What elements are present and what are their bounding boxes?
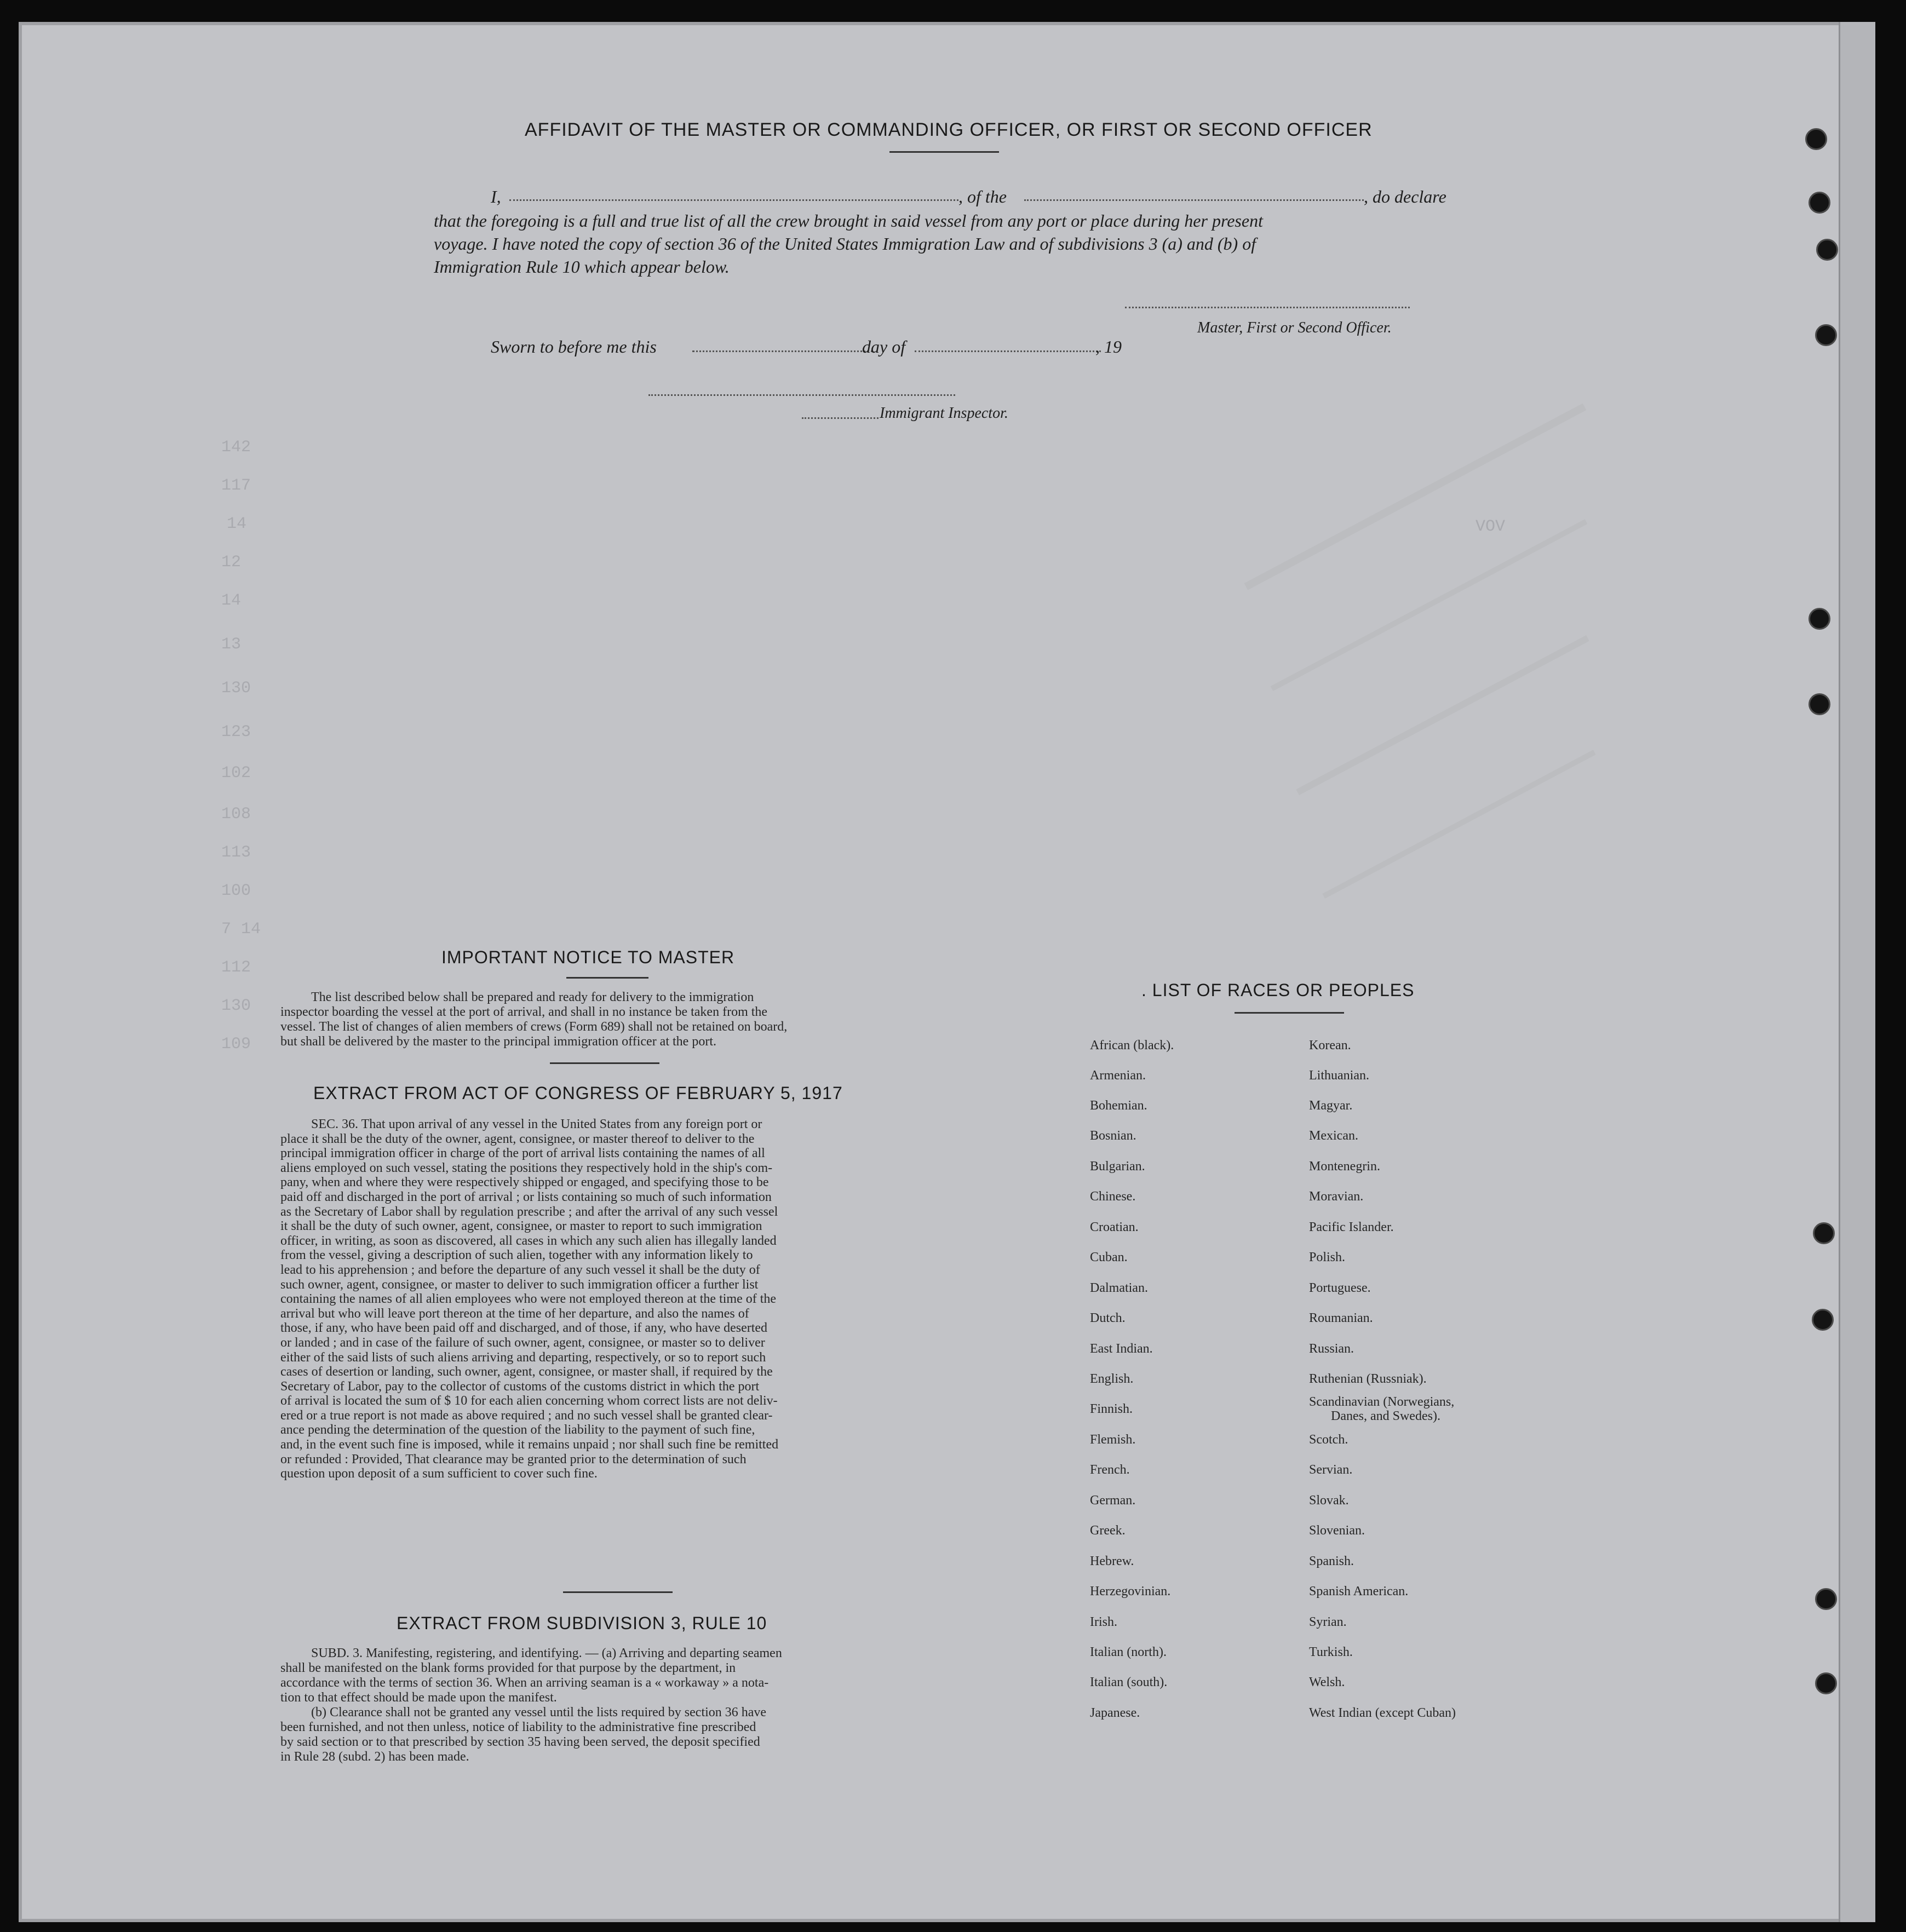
act-line: Secretary of Labor, pay to the collector of customs of the customs district in which the port — [280, 1379, 760, 1394]
rule-line: been furnished, and not then unless, notice of liability to the administrative fine prescribed — [280, 1720, 756, 1734]
act-line: paid off and discharged in the port of arrival ; or lists containing so much of such information — [280, 1189, 772, 1204]
punch-hole-icon — [1805, 128, 1827, 150]
ghost-number: 100 — [221, 882, 251, 900]
act-divider — [550, 1062, 659, 1064]
race-item: Irish. — [1090, 1615, 1117, 1629]
ghost-number: 113 — [221, 843, 251, 862]
smudge — [1296, 635, 1589, 795]
title-underline — [889, 151, 999, 153]
race-item: Korean. — [1309, 1038, 1351, 1053]
race-item: Italian (north). — [1090, 1645, 1167, 1659]
affidavit-body-line3: Immigration Rule 10 which appear below. — [434, 257, 730, 277]
affidavit-title: AFFIDAVIT OF THE MASTER OR COMMANDING OFFICER, OR FIRST OR SECOND OFFICER — [525, 119, 1373, 140]
act-line: SEC. 36. That upon arrival of any vessel in the United States from any foreign port or — [311, 1117, 762, 1131]
inspector-line-short — [802, 417, 879, 419]
race-item: Bohemian. — [1090, 1099, 1147, 1113]
race-item: Roumanian. — [1309, 1311, 1373, 1325]
notice-underline — [566, 977, 648, 979]
race-item: Pacific Islander. — [1309, 1220, 1394, 1234]
punch-hole-icon — [1816, 239, 1838, 261]
ghost-number: 130 — [221, 997, 251, 1015]
race-item: Scandinavian (Norwegians, — [1309, 1395, 1455, 1409]
race-item: Lithuanian. — [1309, 1068, 1369, 1083]
act-line: aliens employed on such vessel, stating the positions they respectively hold in the ship's com- — [280, 1160, 773, 1175]
race-item: Italian (south). — [1090, 1675, 1168, 1689]
race-item: Armenian. — [1090, 1068, 1146, 1083]
race-item: Welsh. — [1309, 1675, 1345, 1689]
act-line: of arrival is located the sum of $ 10 for each alien concerning whom correct lists are not deliv- — [280, 1394, 778, 1408]
act-line: ance pending the determination of the question of the liability to the payment of such fine, — [280, 1423, 755, 1438]
punch-hole-icon — [1813, 1222, 1835, 1244]
act-line: it shall be the duty of such owner, agent, consignee, or master to report to such immigration — [280, 1219, 762, 1234]
ghost-number: 14 — [221, 591, 242, 610]
ghost-number: 142 — [221, 438, 251, 457]
act-line: principal immigration officer in charge of the port of arrival lists containing the names of all — [280, 1146, 765, 1161]
rule-line: (b) Clearance shall not be granted any vessel until the lists required by section 36 have — [311, 1705, 767, 1720]
race-item: Croatian. — [1090, 1220, 1139, 1234]
act-line: containing the names of all alien employees who were not employed thereon at the time of the — [280, 1292, 777, 1307]
race-item: Polish. — [1309, 1250, 1346, 1264]
rule-divider — [563, 1591, 673, 1593]
rule-line: SUBD. 3. Manifesting, registering, and identifying. — (a) Arriving and departing seamen — [311, 1646, 782, 1660]
ghost-number: 117 — [221, 476, 251, 495]
affidavit-i-label: I, — [491, 187, 501, 206]
race-item: Spanish. — [1309, 1554, 1354, 1568]
sworn-month-line — [915, 350, 1101, 352]
notice-title: IMPORTANT NOTICE TO MASTER — [441, 947, 735, 967]
race-item: Syrian. — [1309, 1615, 1347, 1629]
ghost-number: 13 — [221, 635, 242, 654]
races-title: . LIST OF RACES OR PEOPLES — [1141, 980, 1415, 1000]
race-item: Bulgarian. — [1090, 1159, 1145, 1174]
punch-hole-icon — [1815, 1588, 1837, 1610]
rule-line: tion to that effect should be made upon the manifest. — [280, 1691, 557, 1705]
race-item: German. — [1090, 1493, 1136, 1508]
ghost-number: 109 — [221, 1035, 251, 1054]
act-line: place it shall be the duty of the owner, agent, consignee, or master thereof to deliver to the — [280, 1131, 755, 1146]
race-item: Finnish. — [1090, 1402, 1133, 1416]
rule-line: in Rule 28 (subd. 2) has been made. — [280, 1750, 469, 1764]
race-item: Turkish. — [1309, 1645, 1353, 1659]
punch-hole-icon — [1809, 192, 1830, 214]
act-line: officer, in writing, as soon as discovered, all cases in which any such alien has illegally landed — [280, 1233, 777, 1248]
race-item: West Indian (except Cuban) — [1309, 1706, 1456, 1720]
ghost-marker: VOV — [1476, 518, 1506, 536]
notice-line: vessel. The list of changes of alien members of crews (Form 689) shall not be retained on board, — [280, 1020, 788, 1034]
act-title: EXTRACT FROM ACT OF CONGRESS OF FEBRUARY 5, 1917 — [313, 1083, 843, 1103]
race-item: Herzegovinian. — [1090, 1584, 1171, 1599]
ghost-number: 123 — [221, 723, 251, 741]
ghost-number: 14 — [227, 515, 247, 533]
race-item: Japanese. — [1090, 1706, 1140, 1720]
act-line: or refunded : Provided, That clearance may be granted prior to the determination of such — [280, 1452, 747, 1467]
notice-line: The list described below shall be prepared and ready for delivery to the immigration — [311, 990, 754, 1004]
act-line: as the Secretary of Labor shall by regulation prescribe ; and after the arrival of any such vessel — [280, 1204, 778, 1219]
act-text — [280, 1117, 927, 1481]
act-line: lead to his apprehension ; and before the departure of any such vessel it shall be the duty of — [280, 1262, 760, 1277]
signature-line — [1125, 307, 1410, 308]
act-line: ered or a true report is not made as above required ; and no such vessel shall be granted clear- — [280, 1408, 773, 1423]
ghost-number: 7 14 — [221, 920, 261, 939]
act-line: and, in the event such fine is imposed, while it remains unpaid ; nor shall such fine be remitted — [280, 1438, 779, 1452]
race-item: Ruthenian (Russniak). — [1309, 1372, 1427, 1386]
punch-hole-icon — [1809, 693, 1830, 715]
race-item: Russian. — [1309, 1342, 1354, 1356]
punch-hole-icon — [1815, 1672, 1837, 1694]
year-label: , 19 — [1095, 337, 1122, 357]
act-line: those, if any, who have been paid off and discharged, and of those, if any, who have deserted — [280, 1321, 768, 1336]
rule-line: shall be manifested on the blank forms provided for that purpose by the department, in — [280, 1661, 736, 1675]
race-item: Cuban. — [1090, 1250, 1128, 1264]
rule-title: EXTRACT FROM SUBDIVISION 3, RULE 10 — [397, 1613, 767, 1633]
notice-line: but shall be delivered by the master to the principal immigration officer at the port. — [280, 1034, 716, 1049]
act-line: either of the said lists of such aliens arriving and departing, respectively, or so to report such — [280, 1350, 766, 1365]
act-line: arrival but who will leave port thereon at the time of her departure, and also the names of — [280, 1306, 749, 1321]
race-item: Magyar. — [1309, 1099, 1353, 1113]
ghost-number: 108 — [221, 805, 251, 824]
vessel-field-line — [1024, 199, 1364, 201]
smudge — [1244, 404, 1587, 590]
act-line: from the vessel, giving a description of such alien, together with any information likely to — [280, 1248, 753, 1263]
affidavit-body-line1: that the foregoing is a full and true list of all the crew brought in said vessel from any port or place during her present — [434, 211, 1263, 231]
act-line: pany, when and where they were respectively shipped or engaged, and specifying those to be — [280, 1175, 769, 1190]
race-item: Spanish American. — [1309, 1584, 1409, 1599]
day-of-label: day of — [862, 337, 906, 357]
race-item: African (black). — [1090, 1038, 1174, 1053]
ghost-number: 112 — [221, 958, 251, 977]
race-item: Portuguese. — [1309, 1281, 1371, 1295]
affidavit-of-the-label: , of the — [958, 187, 1007, 206]
rule-line: accordance with the terms of section 36. When an arriving seaman is a « workaway » a nota- — [280, 1676, 769, 1690]
ghost-number: 12 — [221, 553, 242, 572]
race-item: Slovak. — [1309, 1493, 1349, 1508]
race-item: Moravian. — [1309, 1189, 1364, 1204]
race-item: Hebrew. — [1090, 1554, 1134, 1568]
races-underline — [1235, 1012, 1344, 1014]
smudge — [1322, 750, 1595, 899]
notice-line: inspector boarding the vessel at the port of arrival, and shall in no instance be taken from the — [280, 1005, 768, 1019]
signature-label: Master, First or Second Officer. — [1197, 319, 1392, 336]
inspector-label: Immigrant Inspector. — [880, 405, 1008, 422]
race-item: Bosnian. — [1090, 1129, 1136, 1143]
affidavit-do-declare-label: , do declare — [1364, 187, 1446, 206]
rule-text — [280, 1646, 927, 1764]
race-item: Flemish. — [1090, 1433, 1136, 1447]
name-field-line — [509, 199, 958, 201]
sworn-label: Sworn to before me this — [491, 337, 657, 357]
binder-edge — [1839, 22, 1875, 1922]
act-line: or landed ; and in case of the failure of such owner, agent, consignee, or master so to deliver — [280, 1335, 765, 1350]
notice-text — [280, 990, 927, 1049]
act-line: question upon deposit of a sum sufficient to cover such fine. — [280, 1467, 598, 1481]
ghost-number: 130 — [221, 679, 251, 698]
punch-hole-icon — [1812, 1309, 1834, 1331]
race-item: East Indian. — [1090, 1342, 1153, 1356]
act-line: cases of desertion or landing, such owner, agent, consignee, or master shall, if required by the — [280, 1365, 773, 1379]
punch-hole-icon — [1809, 608, 1830, 630]
race-item: Chinese. — [1090, 1189, 1136, 1204]
ghost-number: 102 — [221, 764, 251, 783]
race-item: Slovenian. — [1309, 1523, 1365, 1538]
race-item: Scotch. — [1309, 1433, 1348, 1447]
sworn-day-line — [692, 350, 873, 352]
affidavit-body-line2: voyage. I have noted the copy of section 36 of the United States Immigration Law and of subdivisions 3 (a) and (b) of — [434, 234, 1256, 254]
race-item: Montenegrin. — [1309, 1159, 1380, 1174]
inspector-line — [648, 394, 955, 396]
race-item: English. — [1090, 1372, 1134, 1386]
act-line: such owner, agent, consignee, or master to deliver to such immigration officer a further list — [280, 1277, 759, 1292]
race-item: Greek. — [1090, 1523, 1126, 1538]
rule-line: by said section or to that prescribed by section 35 having been served, the deposit specified — [280, 1735, 760, 1749]
race-item-continuation: Danes, and Swedes). — [1331, 1409, 1440, 1423]
race-item: Mexican. — [1309, 1129, 1358, 1143]
race-item: Servian. — [1309, 1463, 1353, 1477]
document-page — [19, 22, 1875, 1922]
race-item: Dalmatian. — [1090, 1281, 1148, 1295]
race-item: Dutch. — [1090, 1311, 1126, 1325]
race-item: French. — [1090, 1463, 1130, 1477]
punch-hole-icon — [1815, 324, 1837, 346]
